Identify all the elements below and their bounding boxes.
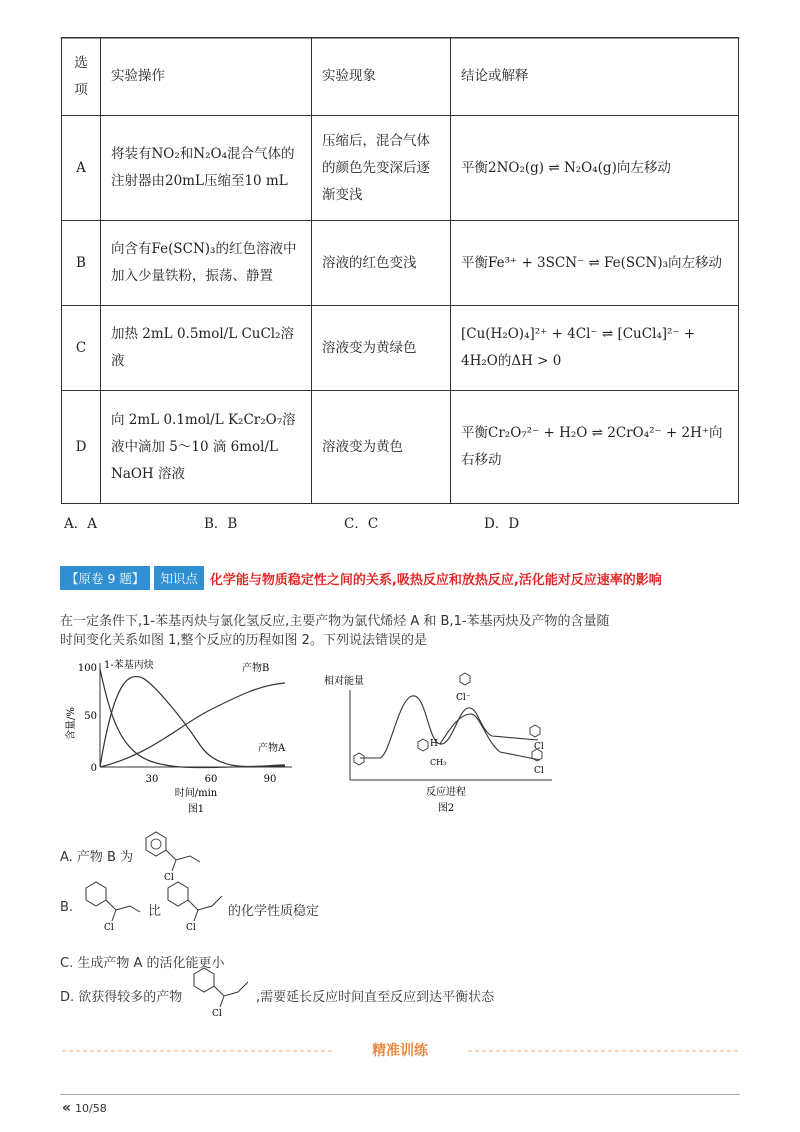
- answer-option-c[interactable]: C．C: [344, 516, 379, 532]
- choice-b-mid: 比: [148, 904, 162, 919]
- table-row: [62, 391, 739, 504]
- benzene-ring-icon: [86, 882, 106, 906]
- question-source-tag: 【原卷 9 题】: [60, 566, 150, 590]
- fig2-path-upper: [360, 696, 538, 758]
- footer-arrows: «: [62, 1100, 72, 1116]
- alkene-chain: [188, 896, 222, 910]
- figure-1: [60, 655, 295, 820]
- row-phenomenon: 溶液的红色变浅: [312, 221, 451, 306]
- row-phenomenon: 溶液变为黄绿色: [312, 306, 451, 391]
- cl-bond: [172, 860, 176, 871]
- fig2-label-cl: Cl: [534, 766, 544, 776]
- row-option: C: [62, 306, 101, 391]
- figure-2: [320, 660, 560, 820]
- header-operation: 实验操作: [101, 38, 312, 116]
- question-stem: 在一定条件下,1-苯基丙炔与氯化氢反应,主要产物为氯代烯烃 A 和 B,1-苯基丙炔及产物的含量随时间变化关系如图 1,整个反应的历程如图 2。下列说法错误的是: [60, 614, 610, 648]
- fig2-xlabel: 反应进程: [426, 787, 466, 798]
- benzene-ring-icon: [146, 832, 166, 856]
- row-operation: 将装有NO₂和N₂O₄混合气体的注射器由20mL压缩至10 mL: [101, 116, 312, 221]
- table-row: [62, 116, 739, 221]
- header-option: 选 项: [62, 38, 101, 116]
- fig2-caption: 图2: [437, 803, 455, 814]
- row-conclusion: 平衡Cr₂O₇²⁻ + H₂O ⇌ 2CrO₄²⁻ + 2H⁺向右移动: [451, 391, 739, 504]
- benzene-ring-icon: [460, 673, 470, 685]
- cl-bond: [220, 996, 224, 1007]
- row-option: D: [62, 391, 101, 504]
- benzene-ring-icon: [354, 753, 364, 765]
- fig2-ylabel: 相对能量: [324, 676, 364, 687]
- fig2-path-lower: [440, 714, 540, 760]
- answer-option-d[interactable]: D．D: [484, 516, 520, 532]
- training-banner: [62, 1040, 738, 1062]
- header-phenomenon: 实验现象: [312, 38, 451, 116]
- alkene-chain: [166, 850, 200, 862]
- choice-b-suffix: 的化学性质稳定: [228, 904, 320, 919]
- fig1-ytick: 50: [84, 711, 97, 722]
- benzene-ring-icon: [168, 882, 188, 906]
- benzene-ring-icon: [418, 739, 428, 751]
- structure-d: [180, 962, 260, 1018]
- structure-b-left: [72, 876, 152, 932]
- fig1-ylabel: 含量/%: [66, 707, 77, 740]
- knowledge-bar: [60, 567, 662, 589]
- cl-label: Cl: [104, 923, 114, 932]
- answer-options: [64, 512, 624, 532]
- aromatic-circle: [151, 839, 161, 849]
- fig1-xtick: 90: [263, 774, 277, 785]
- row-phenomenon: 溶液变为黄色: [312, 391, 451, 504]
- table-row: [62, 306, 739, 391]
- benzene-ring-icon: [194, 968, 214, 992]
- cl-bond: [194, 910, 198, 921]
- cl-label: Cl: [186, 923, 196, 932]
- fig2-label-h: H: [430, 739, 438, 749]
- structure-b-right: [154, 876, 234, 932]
- fig2-label-cl: Cl: [534, 742, 544, 752]
- choice-a-text: A. 产物 B 为: [60, 850, 134, 865]
- table-header-row: [62, 38, 739, 116]
- fig1-caption: 图1: [187, 804, 205, 815]
- row-operation: 向含有Fe(SCN)₃的红色溶液中加入少量铁粉，振荡、静置: [101, 221, 312, 306]
- row-conclusion: [Cu(H₂O)₄]²⁺ + 4Cl⁻ ⇌ [CuCl₄]²⁻ + 4H₂O的ΔH > 0: [451, 306, 739, 391]
- alkene-chain: [214, 982, 248, 996]
- choice-d-prefix: D. 欲获得较多的产物: [60, 990, 183, 1005]
- choice-d-suffix: ,需要延长反应时间直至反应到达平衡状态: [256, 990, 495, 1005]
- footer-rule: [60, 1094, 740, 1095]
- table-row: [62, 221, 739, 306]
- fig1-curve-product-b: [100, 683, 285, 767]
- row-option: A: [62, 116, 101, 221]
- cl-label: Cl: [212, 1009, 222, 1018]
- fig1-ytick: 100: [77, 663, 97, 674]
- row-conclusion: 平衡2NO₂(g) ⇌ N₂O₄(g)向左移动: [451, 116, 739, 221]
- knowledge-point-title: 化学能与物质稳定性之间的关系,吸热反应和放热反应,活化能对反应速率的影响: [209, 572, 662, 588]
- row-operation: 向 2mL 0.1mol/L K₂Cr₂O₇溶液中滴加 5～10 滴 6mol/L NaOH 溶液: [101, 391, 312, 504]
- banner-title: 精准训练: [372, 1043, 428, 1059]
- choice-b-prefix: B.: [60, 900, 74, 915]
- knowledge-point-tag: 知识点: [154, 566, 204, 590]
- answer-option-b[interactable]: B．B: [204, 516, 238, 532]
- fig1-label-product-a: 产物A: [258, 743, 286, 754]
- fig1-label-reactant: 1-苯基丙炔: [104, 660, 154, 671]
- fig1-label-product-b: 产物B: [242, 663, 270, 674]
- experiment-table: [61, 37, 739, 504]
- fig2-label-ch3: CH₃: [430, 758, 447, 767]
- fig1-xlabel: 时间/min: [174, 788, 218, 799]
- cl-label: Cl: [164, 873, 174, 882]
- row-phenomenon: 压缩后，混合气体的颜色先变深后逐渐变浅: [312, 116, 451, 221]
- row-conclusion: 平衡Fe³⁺ + 3SCN⁻ ⇌ Fe(SCN)₃向左移动: [451, 221, 739, 306]
- structure-product-b: [132, 826, 212, 882]
- cl-bond: [112, 910, 116, 921]
- fig1-xtick: 30: [145, 774, 159, 785]
- row-option: B: [62, 221, 101, 306]
- fig2-label-cl-ion: Cl⁻: [456, 693, 471, 703]
- alkene-chain: [106, 900, 140, 912]
- benzene-ring-icon: [530, 725, 540, 737]
- page-number: [62, 1100, 107, 1116]
- header-conclusion: 结论或解释: [451, 38, 739, 116]
- choice-c-text: C. 生成产物 A 的活化能更小: [60, 956, 225, 971]
- fig1-xtick: 60: [204, 774, 218, 785]
- answer-option-a[interactable]: A．A: [64, 516, 97, 532]
- page-number-text: 10/58: [75, 1102, 107, 1115]
- row-operation: 加热 2mL 0.5mol/L CuCl₂溶液: [101, 306, 312, 391]
- fig1-ytick: 0: [90, 763, 97, 774]
